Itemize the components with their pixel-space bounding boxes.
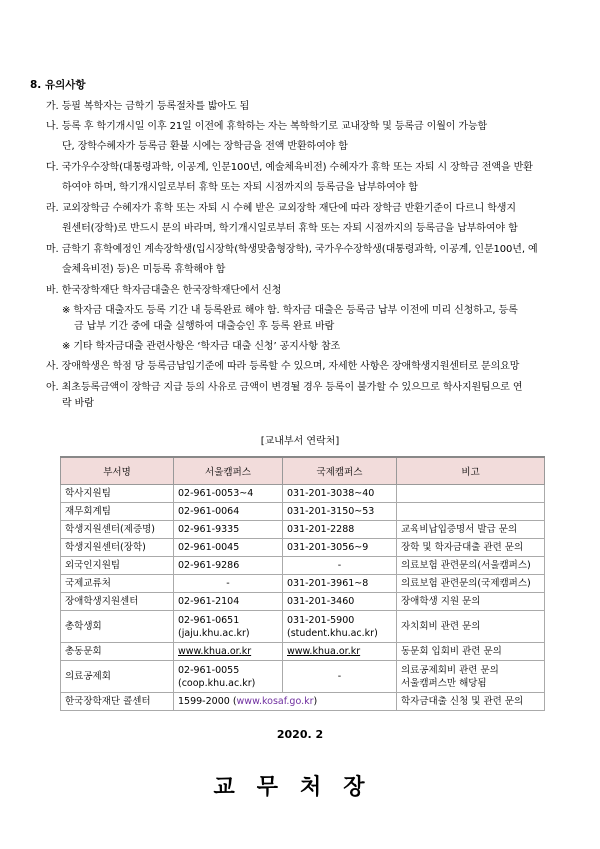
notice-item-ma: 마. 금학기 휴학예정인 계속장학생(입시장학(학생맞춤형장학), 국가우수장학생(대통령과학, 이공계, 인문100년, 예 bbox=[46, 244, 538, 255]
table-row bbox=[61, 539, 545, 557]
seoul-contact bbox=[174, 521, 283, 539]
remark-text-text: 장학 및 학자금대출 관련 문의 bbox=[401, 542, 524, 553]
notice-item-ra-cont: 원센터(장학)로 반드시 문의 바라며, 학기개시일로부터 휴학 또는 자퇴 시점까지의 등록금을 납부하여야 함 bbox=[62, 223, 518, 234]
remark-text-text: 의료보험 관련문의(국제캠퍼스) bbox=[401, 578, 531, 589]
call-center-contact: 1599-2000 (www.kosaf.go.kr) bbox=[174, 693, 397, 711]
seoul-contact bbox=[174, 485, 283, 503]
seoul-contact-text: 02-961-9335 bbox=[178, 524, 240, 535]
header-remarks: 비고 bbox=[397, 457, 545, 485]
department-name-text: 총학생회 bbox=[65, 621, 102, 632]
remark-text bbox=[397, 521, 545, 539]
notice-item-sa: 사. 장애학생은 학점 당 등록금납입기준에 따라 등록할 수 있으며, 자세한 사항은 장애학생지원센터로 문의요망 bbox=[46, 361, 520, 372]
global-contact-text: - bbox=[337, 560, 342, 571]
seoul-contact bbox=[174, 661, 283, 693]
seoul-contact-text: 02-961-0651 bbox=[178, 614, 240, 626]
seoul-contact bbox=[174, 539, 283, 557]
seoul-contact-text: 02-961-0053~4 bbox=[178, 488, 254, 499]
notice-item-a-cont: 락 바람 bbox=[62, 398, 94, 409]
remark-text-text: 자치회비 관련 문의 bbox=[401, 621, 481, 632]
global-contact bbox=[283, 521, 397, 539]
department-name: 한국장학재단 콜센터 bbox=[61, 693, 174, 711]
notice-item-a: 아. 최초등록금액이 장학금 지급 등의 사유로 금액이 변경될 경우 등록이 불가할 수 있으므로 학사지원팀으로 연 bbox=[46, 382, 523, 393]
seoul-contact-text: (jaju.khu.ac.kr) bbox=[178, 627, 250, 639]
table-row bbox=[61, 503, 545, 521]
global-contact-text: 031-201-3961~8 bbox=[287, 578, 369, 589]
global-contact bbox=[283, 611, 397, 643]
global-contact-text: 031-201-3460 bbox=[287, 596, 355, 607]
department-name bbox=[61, 539, 174, 557]
department-name bbox=[61, 503, 174, 521]
table-row bbox=[61, 611, 545, 643]
department-name bbox=[61, 593, 174, 611]
document-date: 2020. 2 bbox=[276, 728, 324, 741]
seoul-contact-text: (coop.khu.ac.kr) bbox=[178, 677, 256, 689]
department-name-text: 학생지원센터(제증명) bbox=[65, 524, 156, 535]
global-contact bbox=[283, 661, 397, 693]
notice-subnote-1: ※ 학자금 대출자도 등록 기간 내 등록완료 해야 함. 학자금 대출은 등록금 납부 이전에 미리 신청하고, 등록 bbox=[62, 305, 518, 316]
notice-item-da-cont: 하여야 하며, 학기개시일로부터 휴학 또는 자퇴 시점까지의 등록금을 납부하여야 함 bbox=[62, 182, 418, 193]
seoul-contact bbox=[174, 643, 283, 661]
table-header-row bbox=[61, 457, 545, 485]
department-name-text: 재무회계팀 bbox=[65, 506, 111, 517]
notice-item-ra: 라. 교외장학금 수혜자가 휴학 또는 자퇴 시 수혜 받은 교외장학 재단에 따라 장학금 반환기준이 다르니 학생지 bbox=[46, 203, 516, 214]
department-name-text: 국제교류처 bbox=[65, 578, 111, 589]
notice-subnote-2: ※ 기타 학자금대출 관련사항은 ‘학자금 대출 신청’ 공지사항 참조 bbox=[62, 341, 341, 352]
global-contact bbox=[283, 643, 397, 661]
remark-text bbox=[397, 643, 545, 661]
notice-item-da: 다. 국가우수장학(대통령과학, 이공계, 인문100년, 예술체육비전) 수혜자가 휴학 또는 자퇴 시 장학금 전액을 반환 bbox=[46, 162, 533, 173]
table-row bbox=[61, 557, 545, 575]
table-row bbox=[61, 693, 545, 711]
notice-item-na-cont: 단, 장학수혜자가 등록금 환불 시에는 장학금을 전액 반환하여야 함 bbox=[62, 141, 348, 152]
department-name-text: 외국인지원팀 bbox=[65, 560, 121, 571]
remark-text bbox=[397, 611, 545, 643]
seoul-contact bbox=[174, 593, 283, 611]
global-contact-text: 031-201-3056~9 bbox=[287, 542, 369, 553]
notice-subnote-1-cont: 금 납부 기간 중에 대출 실행하여 대출승인 후 등록 완료 바람 bbox=[74, 321, 335, 332]
seoul-contact bbox=[174, 557, 283, 575]
remark-text bbox=[397, 503, 545, 521]
remark-text-text: 서울캠퍼스만 해당됨 bbox=[401, 677, 487, 689]
seoul-contact-text[interactable]: www.khua.or.kr bbox=[178, 646, 252, 657]
department-name-text: 의료공제회 bbox=[65, 671, 111, 682]
department-name bbox=[61, 611, 174, 643]
remark-text-text: 교육비납입증명서 발급 문의 bbox=[401, 524, 518, 535]
contacts-table bbox=[60, 456, 545, 711]
global-contact-text[interactable]: www.khua.or.kr bbox=[287, 646, 361, 657]
notice-item-ma-cont: 술체육비전) 등)은 미등록 휴학해야 함 bbox=[62, 264, 226, 275]
call-center-phone: 1599-2000 bbox=[178, 696, 230, 707]
seoul-contact-text: 02-961-0064 bbox=[178, 506, 240, 517]
seoul-contact bbox=[174, 575, 283, 593]
table-row bbox=[61, 521, 545, 539]
notice-item-ga: 가. 등필 복학자는 금학기 등록절차를 밟아도 됨 bbox=[46, 101, 250, 112]
header-seoul-campus: 서울캠퍼스 bbox=[174, 457, 283, 485]
seoul-contact-text: - bbox=[226, 578, 230, 589]
global-contact-text: - bbox=[337, 671, 342, 682]
department-name bbox=[61, 661, 174, 693]
seoul-contact-text: 02-961-2104 bbox=[178, 596, 240, 607]
global-contact-text: 031-201-5900 bbox=[287, 614, 355, 626]
remark-text-text: 의료공제회비 관련 문의 bbox=[401, 664, 499, 676]
global-contact-text: 031-201-3150~53 bbox=[287, 506, 375, 517]
table-row bbox=[61, 593, 545, 611]
table-row bbox=[61, 643, 545, 661]
department-name-text: 총동문회 bbox=[65, 646, 102, 657]
department-name-text: 학생지원센터(장학) bbox=[65, 542, 146, 553]
seoul-contact-text: 02-961-9286 bbox=[178, 560, 240, 571]
issuer-signature: 교무처장 bbox=[213, 775, 387, 800]
remark-text bbox=[397, 485, 545, 503]
department-name-text: 학사지원팀 bbox=[65, 488, 111, 499]
department-name bbox=[61, 521, 174, 539]
global-contact bbox=[283, 503, 397, 521]
seoul-contact-text: 02-961-0045 bbox=[178, 542, 240, 553]
remark-text bbox=[397, 539, 545, 557]
remark-text-text: 동문회 입회비 관련 문의 bbox=[401, 646, 502, 657]
remark-text-text: 장애학생 지원 문의 bbox=[401, 596, 481, 607]
remark-text-text: 의료보험 관련문의(서울캠퍼스) bbox=[401, 560, 531, 571]
table-row bbox=[61, 661, 545, 693]
header-department: 부서명 bbox=[61, 457, 174, 485]
department-name bbox=[61, 557, 174, 575]
global-contact bbox=[283, 593, 397, 611]
department-name bbox=[61, 485, 174, 503]
remark-text bbox=[397, 661, 545, 693]
table-row bbox=[61, 485, 545, 503]
header-global-campus: 국제캠퍼스 bbox=[283, 457, 397, 485]
table-row bbox=[61, 575, 545, 593]
seoul-contact-text: 02-961-0055 bbox=[178, 664, 240, 676]
global-contact-text: 031-201-3038~40 bbox=[287, 488, 375, 499]
kosaf-link[interactable]: www.kosaf.go.kr bbox=[236, 696, 314, 707]
notice-item-ba: 바. 한국장학재단 학자금대출은 한국장학재단에서 신청 bbox=[46, 285, 282, 296]
global-contact-text: (student.khu.ac.kr) bbox=[287, 627, 378, 639]
seoul-contact bbox=[174, 611, 283, 643]
contacts-table-title: [교내부서 연락처] bbox=[260, 436, 340, 447]
global-contact bbox=[283, 539, 397, 557]
department-name bbox=[61, 575, 174, 593]
global-contact bbox=[283, 485, 397, 503]
notice-item-na: 나. 등록 후 학기개시일 이후 21일 이전에 휴학하는 자는 복학학기로 교내장학 및 등록금 이월이 가능함 bbox=[46, 121, 488, 132]
global-contact-text: 031-201-2288 bbox=[287, 524, 355, 535]
remark-text bbox=[397, 557, 545, 575]
department-name-text: 장애학생지원센터 bbox=[65, 596, 139, 607]
remark-text: 학자금대출 신청 및 관련 문의 bbox=[397, 693, 545, 711]
remark-text bbox=[397, 593, 545, 611]
seoul-contact bbox=[174, 503, 283, 521]
section-heading: 8. 유의사항 bbox=[30, 79, 86, 91]
global-contact bbox=[283, 557, 397, 575]
department-name bbox=[61, 643, 174, 661]
remark-text bbox=[397, 575, 545, 593]
global-contact bbox=[283, 575, 397, 593]
